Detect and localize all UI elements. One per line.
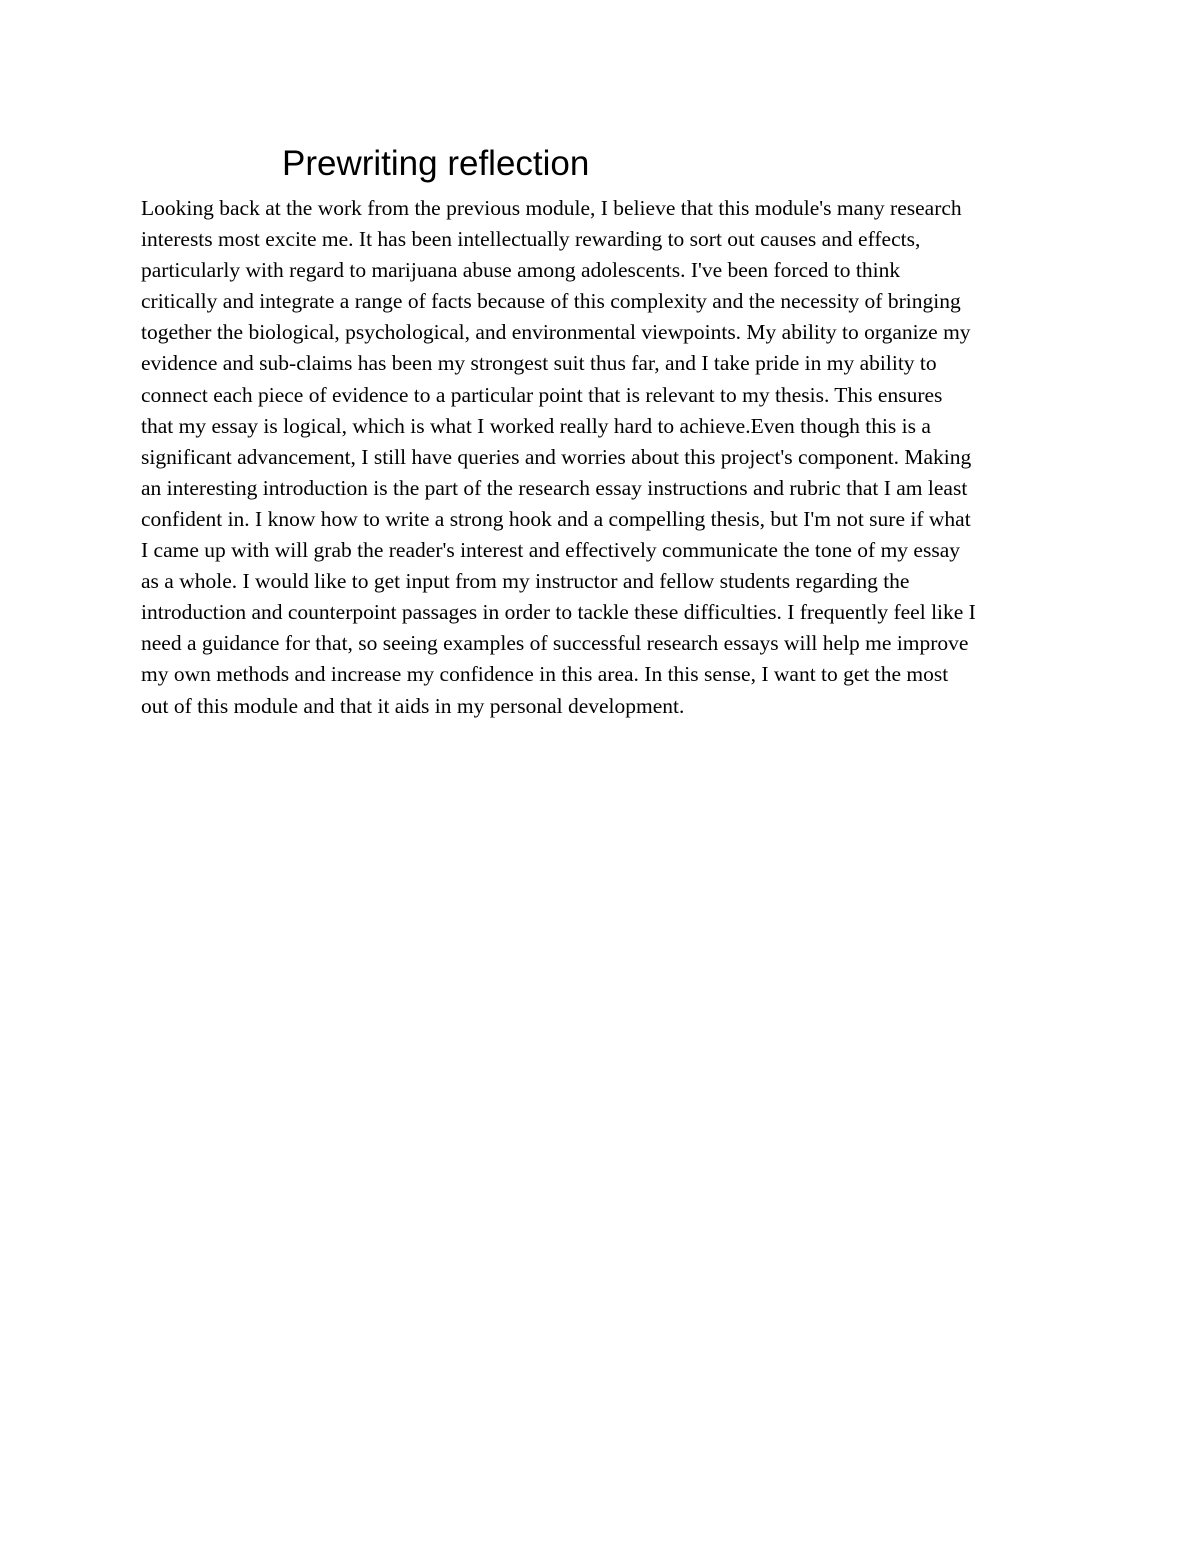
text-line: out of this module and that it aids in my personal development. (141, 693, 685, 718)
document-title: Prewriting reflection (282, 144, 590, 183)
text-line: evidence and sub-claims has been my strongest suit thus far, and I take pride in my ability to (141, 351, 937, 376)
text-line: interests most excite me. It has been intellectually rewarding to sort out causes and effects, (141, 227, 921, 252)
text-line: connect each piece of evidence to a particular point that is relevant to my thesis. This ensures (141, 382, 943, 407)
text-line: an interesting introduction is the part of the research essay instructions and rubric that I am least (141, 475, 968, 500)
text-line: significant advancement, I still have queries and worries about this project's component. Making (141, 444, 972, 469)
text-line: as a whole. I would like to get input from my instructor and fellow students regarding the (141, 569, 910, 594)
text-line: I came up with will grab the reader's interest and effectively communicate the tone of my essay (141, 538, 960, 563)
text-line: Looking back at the work from the previous module, I believe that this module's many research (141, 196, 962, 220)
text-line: confident in. I know how to write a strong hook and a compelling thesis, but I'm not sure if what (141, 506, 971, 531)
text-line: together the biological, psychological, and environmental viewpoints. My ability to organize my (141, 320, 971, 345)
text-line: critically and integrate a range of facts because of this complexity and the necessity of bringing (141, 289, 961, 314)
text-line: need a guidance for that, so seeing examples of successful research essays will help me improve (141, 631, 969, 656)
text-line: particularly with regard to marijuana abuse among adolescents. I've been forced to think (141, 258, 901, 283)
body-paragraph (141, 193, 1081, 722)
text-line: introduction and counterpoint passages in order to tackle these difficulties. I frequently feel like I (141, 600, 976, 625)
text-line: my own methods and increase my confidence in this area. In this sense, I want to get the most (141, 662, 949, 687)
text-line: that my essay is logical, which is what I worked really hard to achieve.Even though this is a (141, 413, 931, 438)
